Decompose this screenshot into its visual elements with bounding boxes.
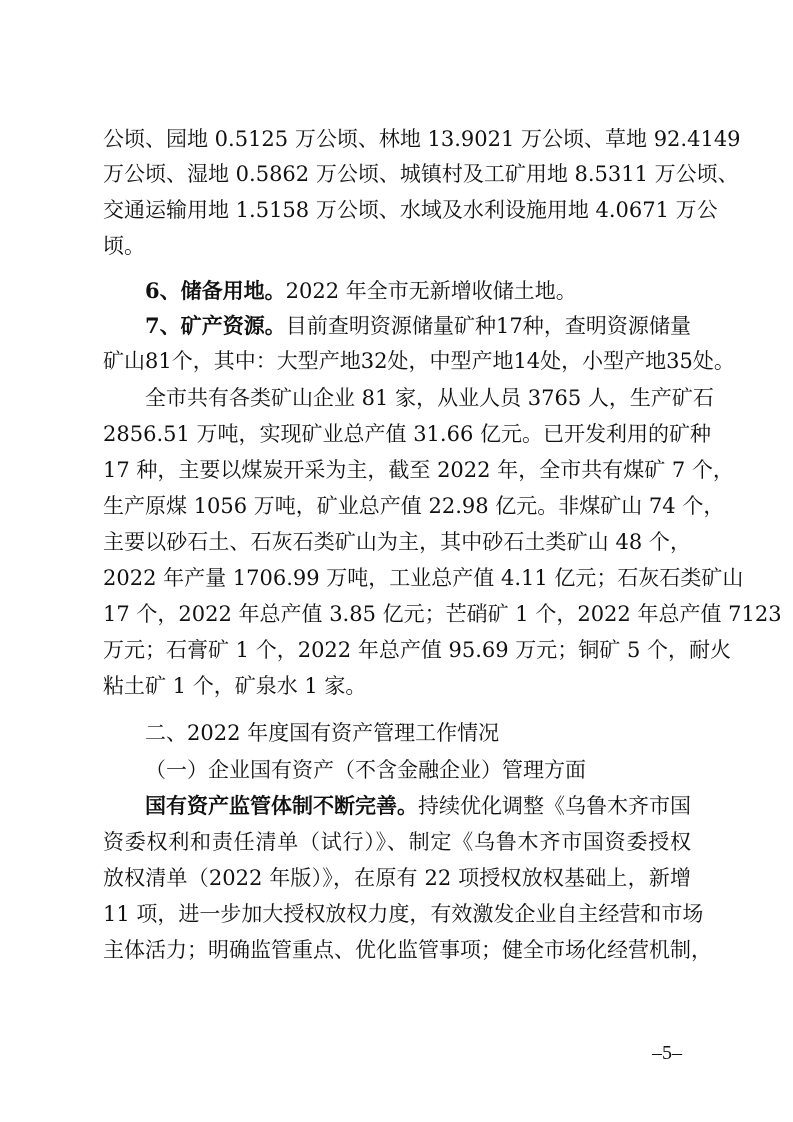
land-use-line-1: 公顷、园地 0.5125 万公顷、林地 13.9021 万公顷、草地 92.4149 xyxy=(103,127,741,151)
mining-paragraph-line-2: 2856.51 万吨，实现矿业总产值 31.66 亿元。已开发利用的矿种 xyxy=(103,422,711,446)
mining-paragraph-line-4: 生产原煤 1056 万吨，矿业总产值 22.98 亿元。非煤矿山 74 个， xyxy=(103,494,725,518)
mineral-resources-text: 目前查明资源储量矿种17种，查明资源储量 xyxy=(285,314,691,338)
mining-paragraph-line-1: 全市共有各类矿山企业 81 家，从业人员 3765 人，生产矿石 xyxy=(145,386,714,410)
reserve-land-paragraph xyxy=(145,277,691,305)
supervision-line-5: 主体活力；明确监管重点、优化监管事项；健全市场化经营机制， xyxy=(103,938,712,962)
mining-paragraph-line-6: 2022 年产量 1706.99 万吨，工业总产值 4.11 亿元；石灰石类矿山 xyxy=(103,566,744,590)
supervision-line-3: 放权清单（2022 年版）》，在原有 22 项授权放权基础上，新增 xyxy=(103,866,691,890)
land-use-line-2: 万公顷、湿地 0.5862 万公顷、城镇村及工矿用地 8.5311 万公顷、 xyxy=(103,162,739,186)
supervision-line-2: 资委权利和责任清单（试行）》、制定《乌鲁木齐市国资委授权 xyxy=(103,830,691,854)
land-use-line-4: 顷。 xyxy=(103,234,145,258)
supervision-line-4: 11 项，进一步加大授权放权力度，有效激发企业自主经营和市场 xyxy=(103,902,704,926)
subsection-heading: （一）企业国有资产（不含金融企业）管理方面 xyxy=(145,758,586,782)
mining-paragraph-line-9: 粘土矿 1 个，矿泉水 1 家。 xyxy=(103,674,367,698)
page-number: –5– xyxy=(652,1042,682,1064)
mineral-resources-line-2: 矿山81个，其中：大型产地32处，中型产地14处，小型产地35处。 xyxy=(103,349,735,373)
reserve-land-heading: 6、储备用地。 xyxy=(145,278,286,303)
supervision-text: 持续优化调整《乌鲁木齐市国 xyxy=(418,794,691,818)
supervision-heading: 国有资产监管体制不断完善。 xyxy=(145,793,418,818)
mining-paragraph-line-7: 17 个，2022 年总产值 3.85 亿元；芒硝矿 1 个，2022 年总产值 7123 xyxy=(103,602,782,626)
supervision-line-1 xyxy=(145,792,691,820)
mineral-resources-heading: 7、矿产资源。 xyxy=(145,313,286,338)
mining-paragraph-line-8: 万元；石膏矿 1 个，2022 年总产值 95.69 万元；铜矿 5 个，耐火 xyxy=(103,638,732,662)
land-use-line-3: 交通运输用地 1.5158 万公顷、水域及水利设施用地 4.0671 万公 xyxy=(103,198,718,222)
mining-paragraph-line-5: 主要以砂石土、石灰石类矿山为主，其中砂石土类矿山 48 个， xyxy=(103,530,691,554)
section-heading: 二、2022 年度国有资产管理工作情况 xyxy=(145,721,500,745)
mining-paragraph-line-3: 17 种，主要以煤炭开采为主，截至 2022 年，全市共有煤矿 7 个， xyxy=(103,458,734,482)
mineral-resources-line-1 xyxy=(145,312,691,340)
reserve-land-text: 2022 年全市无新增收储土地。 xyxy=(285,279,577,303)
